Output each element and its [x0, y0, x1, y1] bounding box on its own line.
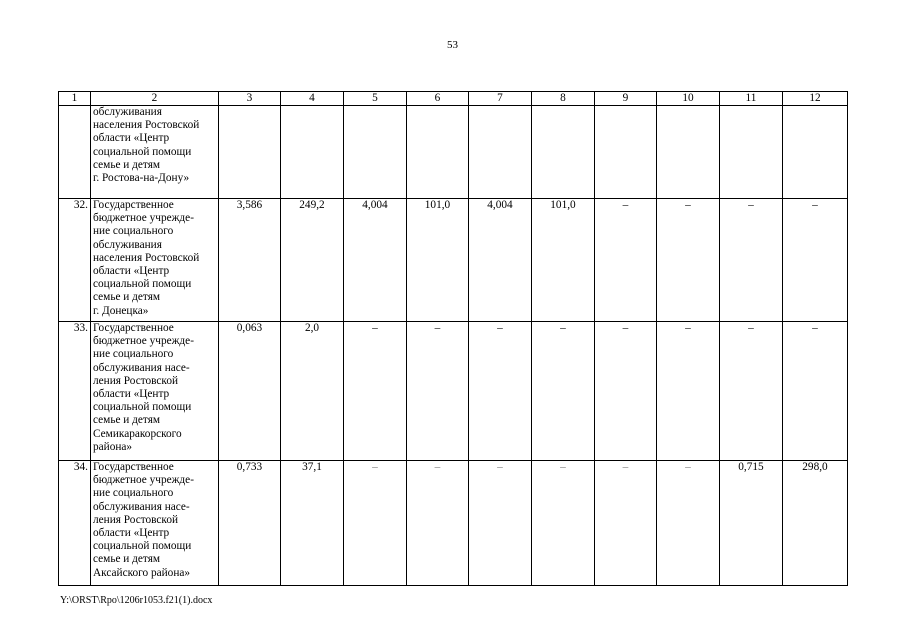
value-cell: –	[720, 322, 783, 461]
value-cell: 2,0	[281, 322, 344, 461]
header-cell: 12	[783, 92, 848, 106]
header-cell: 7	[469, 92, 532, 106]
value-cell: 249,2	[281, 199, 344, 322]
header-cell: 9	[595, 92, 657, 106]
value-cell	[281, 106, 344, 199]
header-cell: 1	[59, 92, 91, 106]
value-cell: –	[657, 461, 720, 586]
value-cell	[532, 106, 595, 199]
value-cell	[469, 106, 532, 199]
data-table	[58, 91, 848, 586]
value-cell: 298,0	[783, 461, 848, 586]
value-cell: 4,004	[469, 199, 532, 322]
header-cell: 10	[657, 92, 720, 106]
institution-name: Государственное бюджетное учрежде- ние социального обслуживания населения Ростовской области «Центр социальной помощи семье и детям г. Донецка»	[91, 199, 219, 322]
header-row	[59, 92, 848, 106]
value-cell: –	[720, 199, 783, 322]
table-body	[59, 92, 848, 586]
value-cell	[344, 106, 407, 199]
page-number: 53	[447, 39, 458, 51]
value-cell	[720, 106, 783, 199]
value-cell: –	[595, 199, 657, 322]
header-cell: 3	[219, 92, 281, 106]
table-row	[59, 461, 848, 586]
value-cell	[783, 106, 848, 199]
value-cell: –	[595, 322, 657, 461]
value-cell: 0,715	[720, 461, 783, 586]
value-cell: 3,586	[219, 199, 281, 322]
header-cell: 8	[532, 92, 595, 106]
value-cell: 101,0	[407, 199, 469, 322]
header-cell: 5	[344, 92, 407, 106]
value-cell: 101,0	[532, 199, 595, 322]
value-cell: 4,004	[344, 199, 407, 322]
value-cell: –	[407, 322, 469, 461]
institution-name: Государственное бюджетное учрежде- ние социального обслуживания насе- ления Ростовской области «Центр социальной помощи семье и детям Семикаракорского района»	[91, 322, 219, 461]
value-cell	[407, 106, 469, 199]
institution-name: обслуживания населения Ростовской области «Центр социальной помощи семье и детям г. Ростова-на-Дону»	[91, 106, 219, 199]
value-cell: –	[344, 322, 407, 461]
header-cell: 4	[281, 92, 344, 106]
row-number: 34.	[59, 461, 91, 586]
value-cell	[657, 106, 720, 199]
table-row	[59, 199, 848, 322]
value-cell: –	[657, 322, 720, 461]
value-cell: –	[595, 461, 657, 586]
header-cell: 2	[91, 92, 219, 106]
value-cell: –	[783, 199, 848, 322]
value-cell: –	[532, 322, 595, 461]
value-cell: 37,1	[281, 461, 344, 586]
value-cell: 0,733	[219, 461, 281, 586]
value-cell: –	[532, 461, 595, 586]
file-path-footer: Y:\ORST\Rpo\1206r1053.f21(1).docx	[60, 595, 213, 606]
header-cell: 6	[407, 92, 469, 106]
row-number	[59, 106, 91, 199]
value-cell: 0,063	[219, 322, 281, 461]
value-cell: –	[407, 461, 469, 586]
value-cell	[595, 106, 657, 199]
value-cell: –	[469, 461, 532, 586]
table-row	[59, 322, 848, 461]
institution-name: Государственное бюджетное учрежде- ние социального обслуживания насе- ления Ростовской области «Центр социальной помощи семье и детям Аксайского района»	[91, 461, 219, 586]
value-cell: –	[344, 461, 407, 586]
value-cell: –	[657, 199, 720, 322]
row-number: 32.	[59, 199, 91, 322]
value-cell: –	[469, 322, 532, 461]
header-cell: 11	[720, 92, 783, 106]
row-number: 33.	[59, 322, 91, 461]
value-cell: –	[783, 322, 848, 461]
value-cell	[219, 106, 281, 199]
table-row	[59, 106, 848, 199]
